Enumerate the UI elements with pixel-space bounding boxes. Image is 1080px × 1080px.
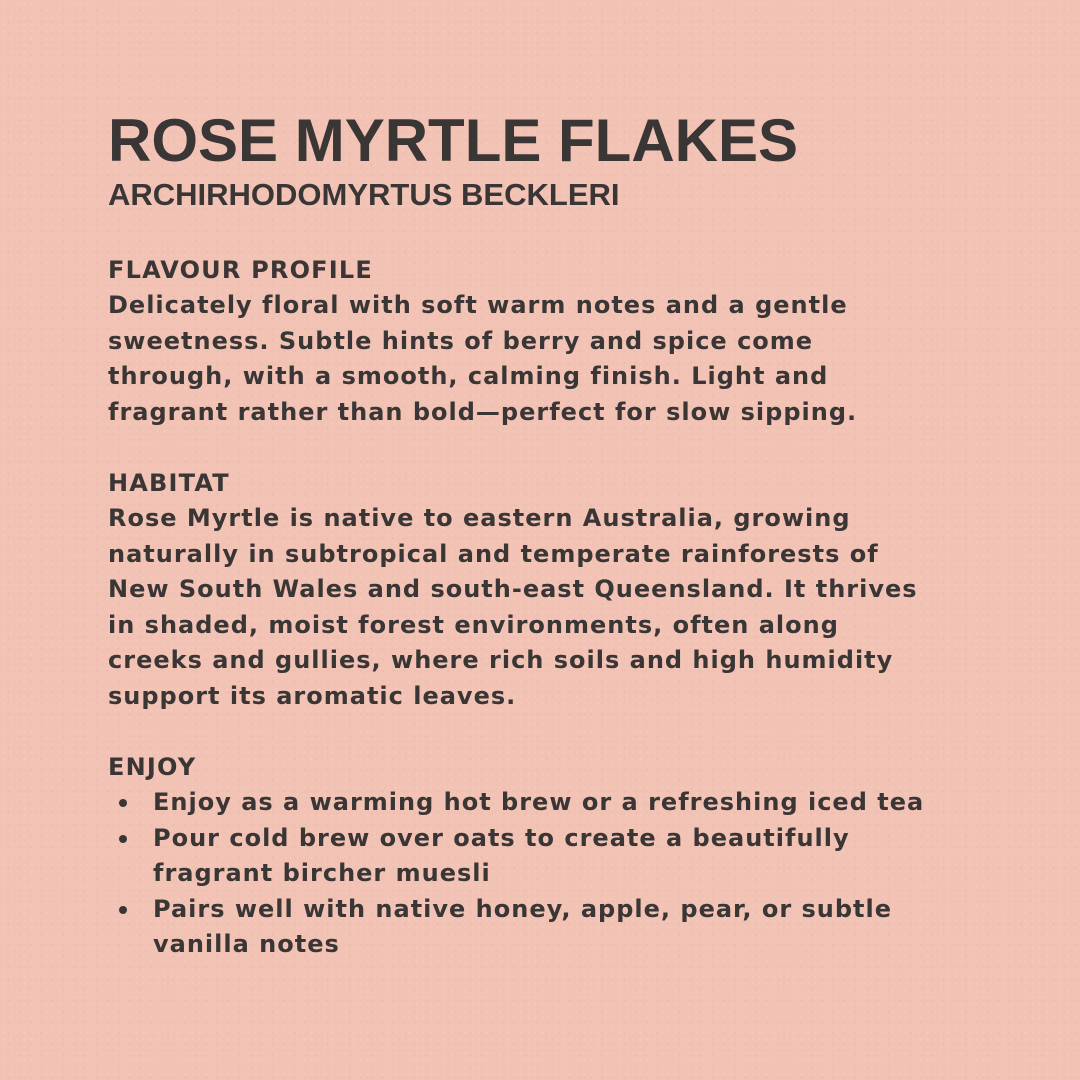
flavour-line: Delicately floral with soft warm notes and a gentle (108, 291, 848, 319)
flavour-profile-section (108, 253, 988, 430)
product-card (108, 108, 988, 963)
flavour-line: fragrant rather than bold—perfect for slow sipping. (108, 397, 858, 426)
bullet-icon (119, 835, 127, 843)
flavour-line: through, with a smooth, calming finish. Light and (108, 362, 829, 390)
habitat-line: Rose Myrtle is native to eastern Australia, growing (108, 504, 851, 532)
list-item-line: vanilla notes (153, 930, 340, 958)
bullet-icon (119, 799, 127, 807)
habitat-line: in shaded, moist forest environments, often along (108, 610, 839, 639)
habitat-text (108, 501, 988, 714)
habitat-line: New South Wales and south-east Queensland. It thrives (108, 575, 918, 603)
habitat-line: naturally in subtropical and temperate rainforests of (108, 539, 879, 568)
list-item-line: Pour cold brew over oats to create a beautifully (153, 823, 850, 852)
habitat-section (108, 466, 988, 714)
habitat-line: support its aromatic leaves. (108, 681, 517, 710)
botanical-name: ARCHIRHODOMYRTUS BECKLERI (108, 177, 620, 212)
habitat-heading: HABITAT (108, 469, 230, 497)
enjoy-section (108, 750, 988, 963)
product-title: ROSE MYRTLE FLAKES (108, 107, 799, 174)
flavour-profile-heading: FLAVOUR PROFILE (108, 256, 373, 284)
list-item-line: Pairs well with native honey, apple, pear, or subtle (153, 894, 893, 923)
list-item-line: fragrant bircher muesli (153, 859, 491, 887)
list-item (108, 892, 988, 963)
enjoy-heading: ENJOY (108, 753, 197, 781)
list-item-line: Enjoy as a warming hot brew or a refreshing iced tea (153, 788, 925, 816)
bullet-icon (119, 906, 127, 914)
enjoy-list (108, 785, 988, 963)
flavour-profile-text (108, 288, 988, 430)
flavour-line: sweetness. Subtle hints of berry and spice come (108, 326, 814, 355)
list-item (108, 785, 988, 821)
list-item (108, 821, 988, 892)
habitat-line: creeks and gullies, where rich soils and high humidity (108, 646, 894, 674)
